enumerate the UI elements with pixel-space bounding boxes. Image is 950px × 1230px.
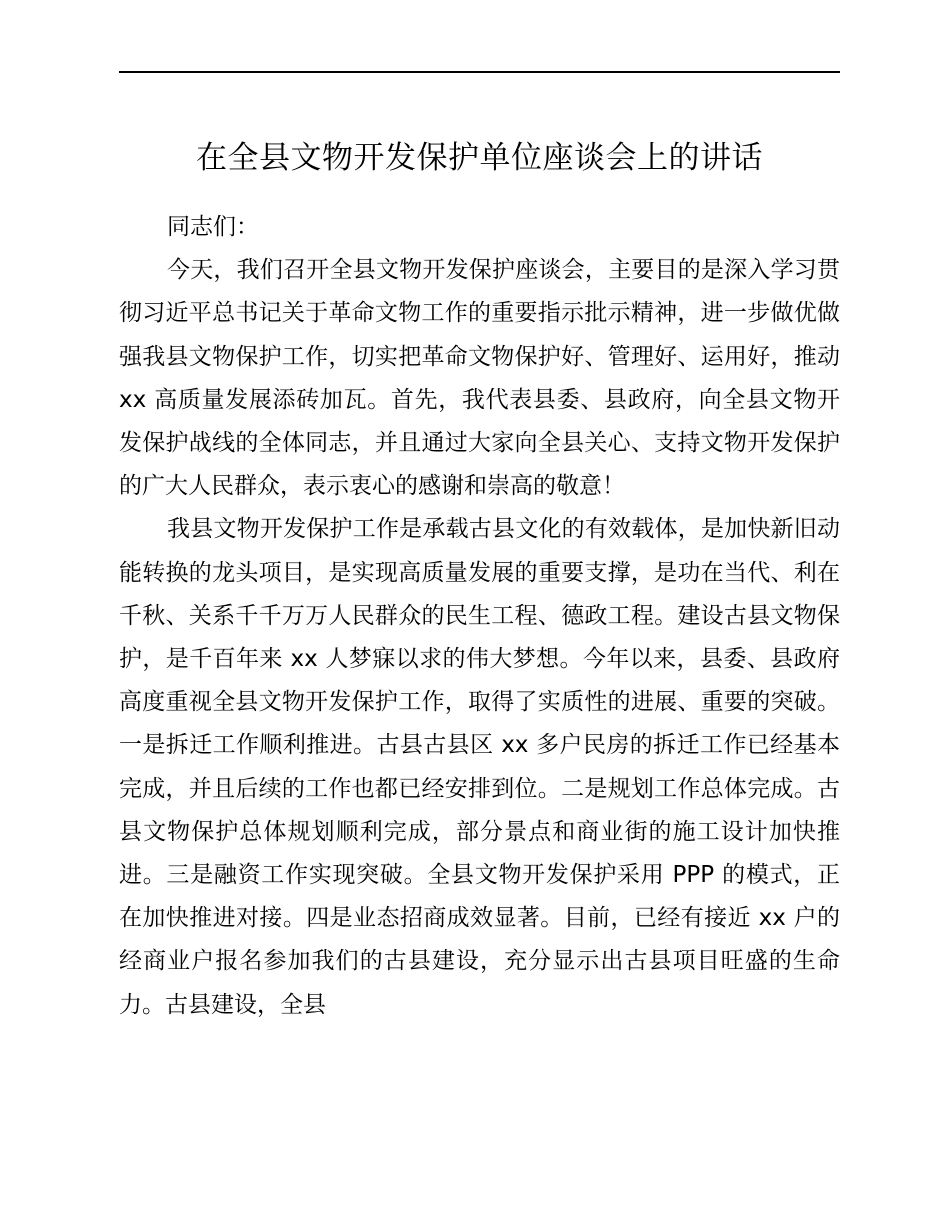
- paragraph-opening: 今天，我们召开全县文物开发保护座谈会，主要目的是深入学习贯彻习近平总书记关于革命文物工作的重要指示批示精神，进一步做优做强我县文物保护工作，切实把革命文物保护好、管理好、运用好，推动 xx 高质量发展添砖加瓦。首先，我代表县委、县政府，向全县文物开发保护战线的全体同志，并且通过大家向全县关心、支持文物开发保护的广大人民群众，表示衷心的感谢和崇高的敬意！: [119, 257, 840, 500]
- paragraph-progress: 我县文物开发保护工作是承载古县文化的有效载体，是加快新旧动能转换的龙头项目，是实现高质量发展的重要支撑，是功在当代、利在千秋、关系千千万万人民群众的民生工程、德政工程。建设古县文物保护，是千百年来 xx 人梦寐以求的伟大梦想。今年以来，县委、县政府高度重视全县文物开发保护工作，取得了实质性的进展、重要的突破。一是拆迁工作顺利推进。古县古县区 xx 多户民房的拆迁工作已经基本完成，并且后续的工作也都已经安排到位。二是规划工作总体完成。古县文物保护总体规划顺利完成，部分景点和商业街的施工设计加快推进。三是融资工作实现突破。全县文物开发保护采用 PPP 的模式，正在加快推进对接。四是业态招商成效显著。目前，已经有接近 xx 户的经商业户报名参加我们的古县建设，充分显示出古县项目旺盛的生命力。古县建设，全县: [119, 516, 840, 1018]
- header-rule: [119, 71, 840, 73]
- salutation: 同志们：: [167, 214, 259, 240]
- document-title: 在全县文物开发保护单位座谈会上的讲话: [196, 140, 763, 176]
- document-body: [119, 206, 840, 1027]
